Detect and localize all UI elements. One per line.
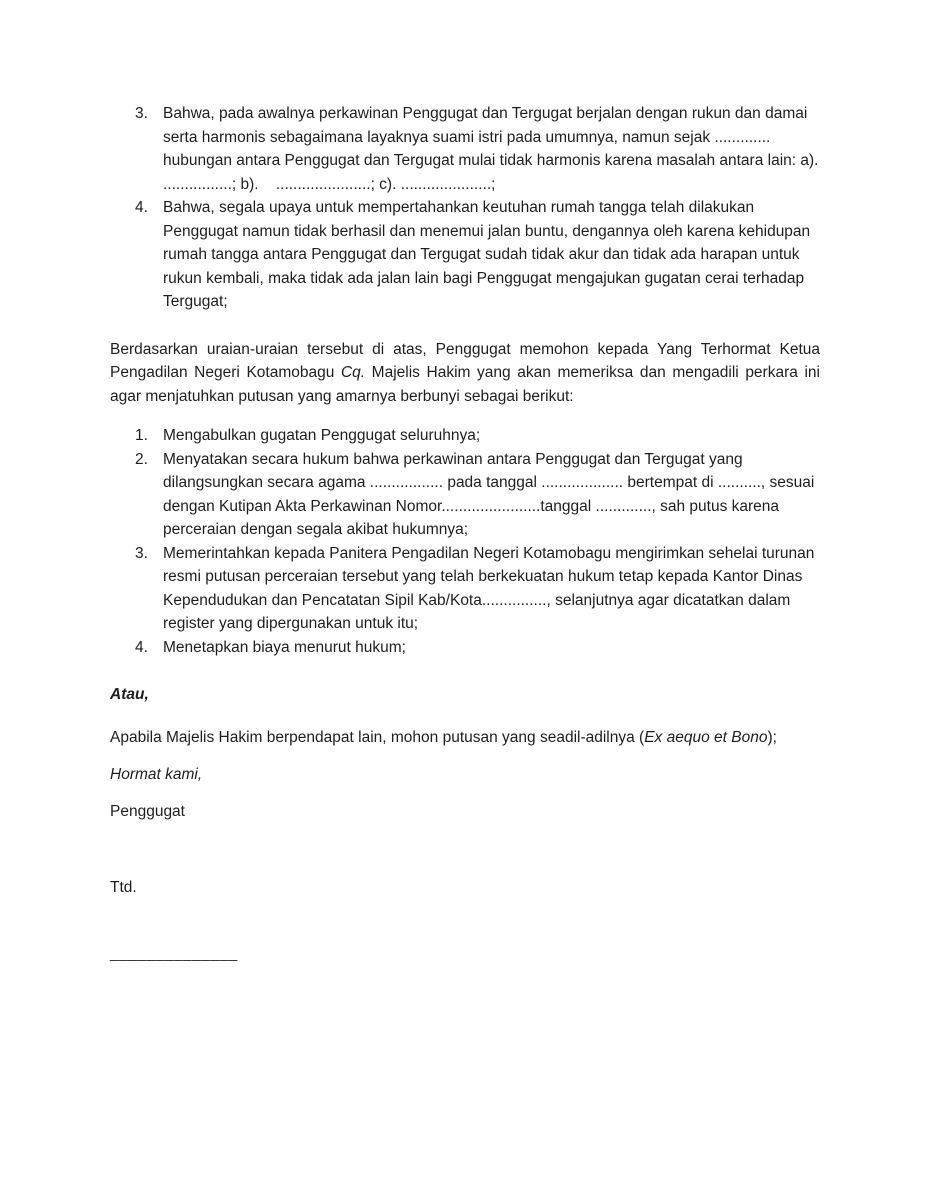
signatory-line: Penggugat: [110, 802, 185, 820]
list-item-text: Mengabulkan gugatan Penggugat seluruhnya;: [163, 427, 481, 444]
petition-intro-paragraph: [110, 338, 820, 409]
list-item: [135, 636, 820, 660]
list-item-text: Menyatakan secara hukum bahwa perkawinan antara Penggugat dan Tergugat yang dilangsungkan secara agama ................. pada tanggal ................... bertempat di .........., sesuai dengan Kutipan Akta Perkawinan Nomor.......................tanggal ............., sah putus karena perceraian dengan segala akibat hukumnya;: [163, 450, 819, 538]
list-item: [135, 424, 820, 448]
list-item-number: 1.: [135, 427, 148, 444]
ex-aequo-phrase: Ex aequo et Bono: [644, 728, 768, 746]
list-item-number: 3.: [135, 544, 148, 562]
atau-text: Atau,: [110, 686, 149, 703]
list-item: [135, 448, 820, 542]
list-item: [135, 542, 820, 636]
list-item: [135, 196, 820, 314]
list-item-number: 2.: [135, 450, 148, 468]
intro-text-after: Majelis Hakim yang akan memeriksa dan mengadili perkara ini agar menjatuhkan putusan yang amarnya berbunyi sebagai berikut:: [110, 364, 820, 405]
cq-abbreviation: Cq.: [340, 364, 366, 381]
list-item-text: Bahwa, pada awalnya perkawinan Penggugat dan Tergugat berjalan dengan rukun dan damai serta harmonis sebagaimana layaknya suami istri pada umumnya, namun sejak ............. hubungan antara Penggugat dan Tergugat mulai tidak harmonis karena masalah antara lain: a). ................; b). ......................; c). .....................;: [163, 105, 823, 193]
list-item-text: Bahwa, segala upaya untuk mempertahankan keutuhan rumah tangga telah dilakukan Penggugat namun tidak berhasil dan menemui jalan buntu, dengannya oleh karena kehidupan rumah tangga antara Penggugat dan Tergugat sudah tidak akur dan tidak ada harapan untuk rukun kembali, maka tidak ada jalan lain bagi Penggugat mengajukan gugatan cerai terhadap Tergugat;: [163, 199, 815, 310]
document-content: [110, 102, 823, 965]
atau-line: [110, 683, 820, 707]
list-item-text: Menetapkan biaya menurut hukum;: [163, 638, 406, 656]
closing-text-before: Apabila Majelis Hakim berpendapat lain, mohon putusan yang seadil-adilnya (: [110, 728, 645, 746]
list-item-text: Memerintahkan kepada Panitera Pengadilan Negeri Kotamobagu mengirimkan sehelai turunan resmi putusan perceraian tersebut yang telah berkekuatan hukum tetap kepada Kantor Dinas Kependudukan dan Pencatatan Sipil Kab/Kota..............., selanjutnya agar dicatatkan dalam register yang dipergunakan untuk itu;: [163, 544, 819, 632]
salutation-line: Hormat kami,: [110, 766, 203, 783]
signature-line: ______________: [110, 944, 238, 962]
ttd-line: Ttd.: [110, 879, 137, 896]
facts-list: [135, 102, 823, 314]
closing-text-after: );: [767, 728, 777, 746]
intro-text-before: Berdasarkan uraian-uraian tersebut di atas, Penggugat memohon kepada Yang Terhormat Ketua Pengadilan Negeri Kotamobagu: [110, 340, 820, 381]
list-item-number: 4.: [135, 638, 148, 656]
list-item: [135, 102, 823, 196]
petitum-list: [135, 424, 820, 659]
list-item-number: 3.: [135, 105, 148, 122]
list-item-number: 4.: [135, 199, 148, 216]
closing-paragraph: [110, 726, 820, 750]
